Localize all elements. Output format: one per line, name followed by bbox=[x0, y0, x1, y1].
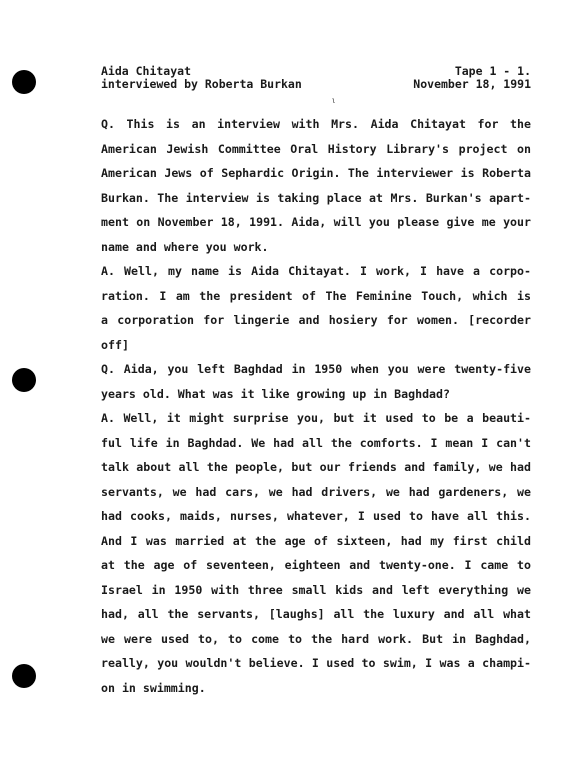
stray-mark: ι bbox=[331, 96, 336, 105]
transcript-line: Q. This is an interview with Mrs. Aida Chitayat for the bbox=[101, 117, 531, 131]
transcript-line: Q. Aida, you left Baghdad in 1950 when you were twenty-five bbox=[101, 362, 531, 376]
transcript-line: at the age of seventeen, eighteen and twenty-one. I came to bbox=[101, 558, 531, 572]
transcript-line: Burkan. The interview is taking place at Mrs. Burkan's apart- bbox=[101, 190, 531, 205]
transcript-line: really, you wouldn't believe. I used to swim, I was a champi- bbox=[101, 656, 531, 670]
transcript-line: ment on November 18, 1991. Aida, will you please give me your bbox=[101, 215, 531, 229]
transcript-line: had cooks, maids, nurses, whatever, I used to have all this. bbox=[101, 509, 531, 523]
transcript-line: servants, we had cars, we had drivers, we had gardeners, we bbox=[101, 484, 531, 499]
transcript-line: talk about all the people, but our friends and family, we had bbox=[101, 460, 531, 474]
interviewer-line: interviewed by Roberta Burkan bbox=[101, 77, 302, 91]
punch-hole-top bbox=[12, 70, 36, 94]
transcript-line: A. Well, my name is Aida Chitayat. I work, I have a corpo- bbox=[101, 264, 531, 278]
transcript-line: years old. What was it like growing up in Baghdad? bbox=[101, 386, 451, 401]
tape-number: Tape 1 - 1. bbox=[454, 64, 531, 78]
transcript-line: American Jewish Committee Oral History Library's project on bbox=[101, 141, 531, 156]
transcript-line: And I was married at the age of sixteen, had my first child bbox=[101, 533, 531, 548]
transcript-line: American Jews of Sephardic Origin. The interviewer is Roberta bbox=[101, 166, 531, 180]
punch-hole-middle bbox=[12, 368, 36, 392]
transcript-line: off] bbox=[101, 337, 129, 352]
transcript-body bbox=[101, 112, 531, 700]
transcript-line: A. Well, it might surprise you, but it used to be a beauti- bbox=[101, 411, 531, 425]
transcript-line: had, all the servants, [laughs] all the luxury and all what bbox=[101, 607, 531, 621]
interview-date: November 18, 1991 bbox=[413, 77, 531, 91]
transcript-line: we were used to, to come to the hard work. But in Baghdad, bbox=[101, 631, 531, 646]
transcript-line: name and where you work. bbox=[101, 239, 269, 254]
header-row-2 bbox=[101, 78, 531, 91]
interviewee-name: Aida Chitayat bbox=[101, 64, 192, 78]
page-header bbox=[101, 65, 531, 91]
transcript-line: ration. I am the president of The Feminine Touch, which is bbox=[101, 288, 531, 303]
transcript-line: on in swimming. bbox=[101, 680, 206, 695]
transcript-line: ful life in Baghdad. We had all the comforts. I mean I can't bbox=[101, 435, 531, 450]
transcript-line: Israel in 1950 with three small kids and left everything we bbox=[101, 582, 531, 597]
transcript-line: a corporation for lingerie and hosiery for women. [recorder bbox=[101, 313, 531, 327]
punch-hole-bottom bbox=[12, 664, 36, 688]
